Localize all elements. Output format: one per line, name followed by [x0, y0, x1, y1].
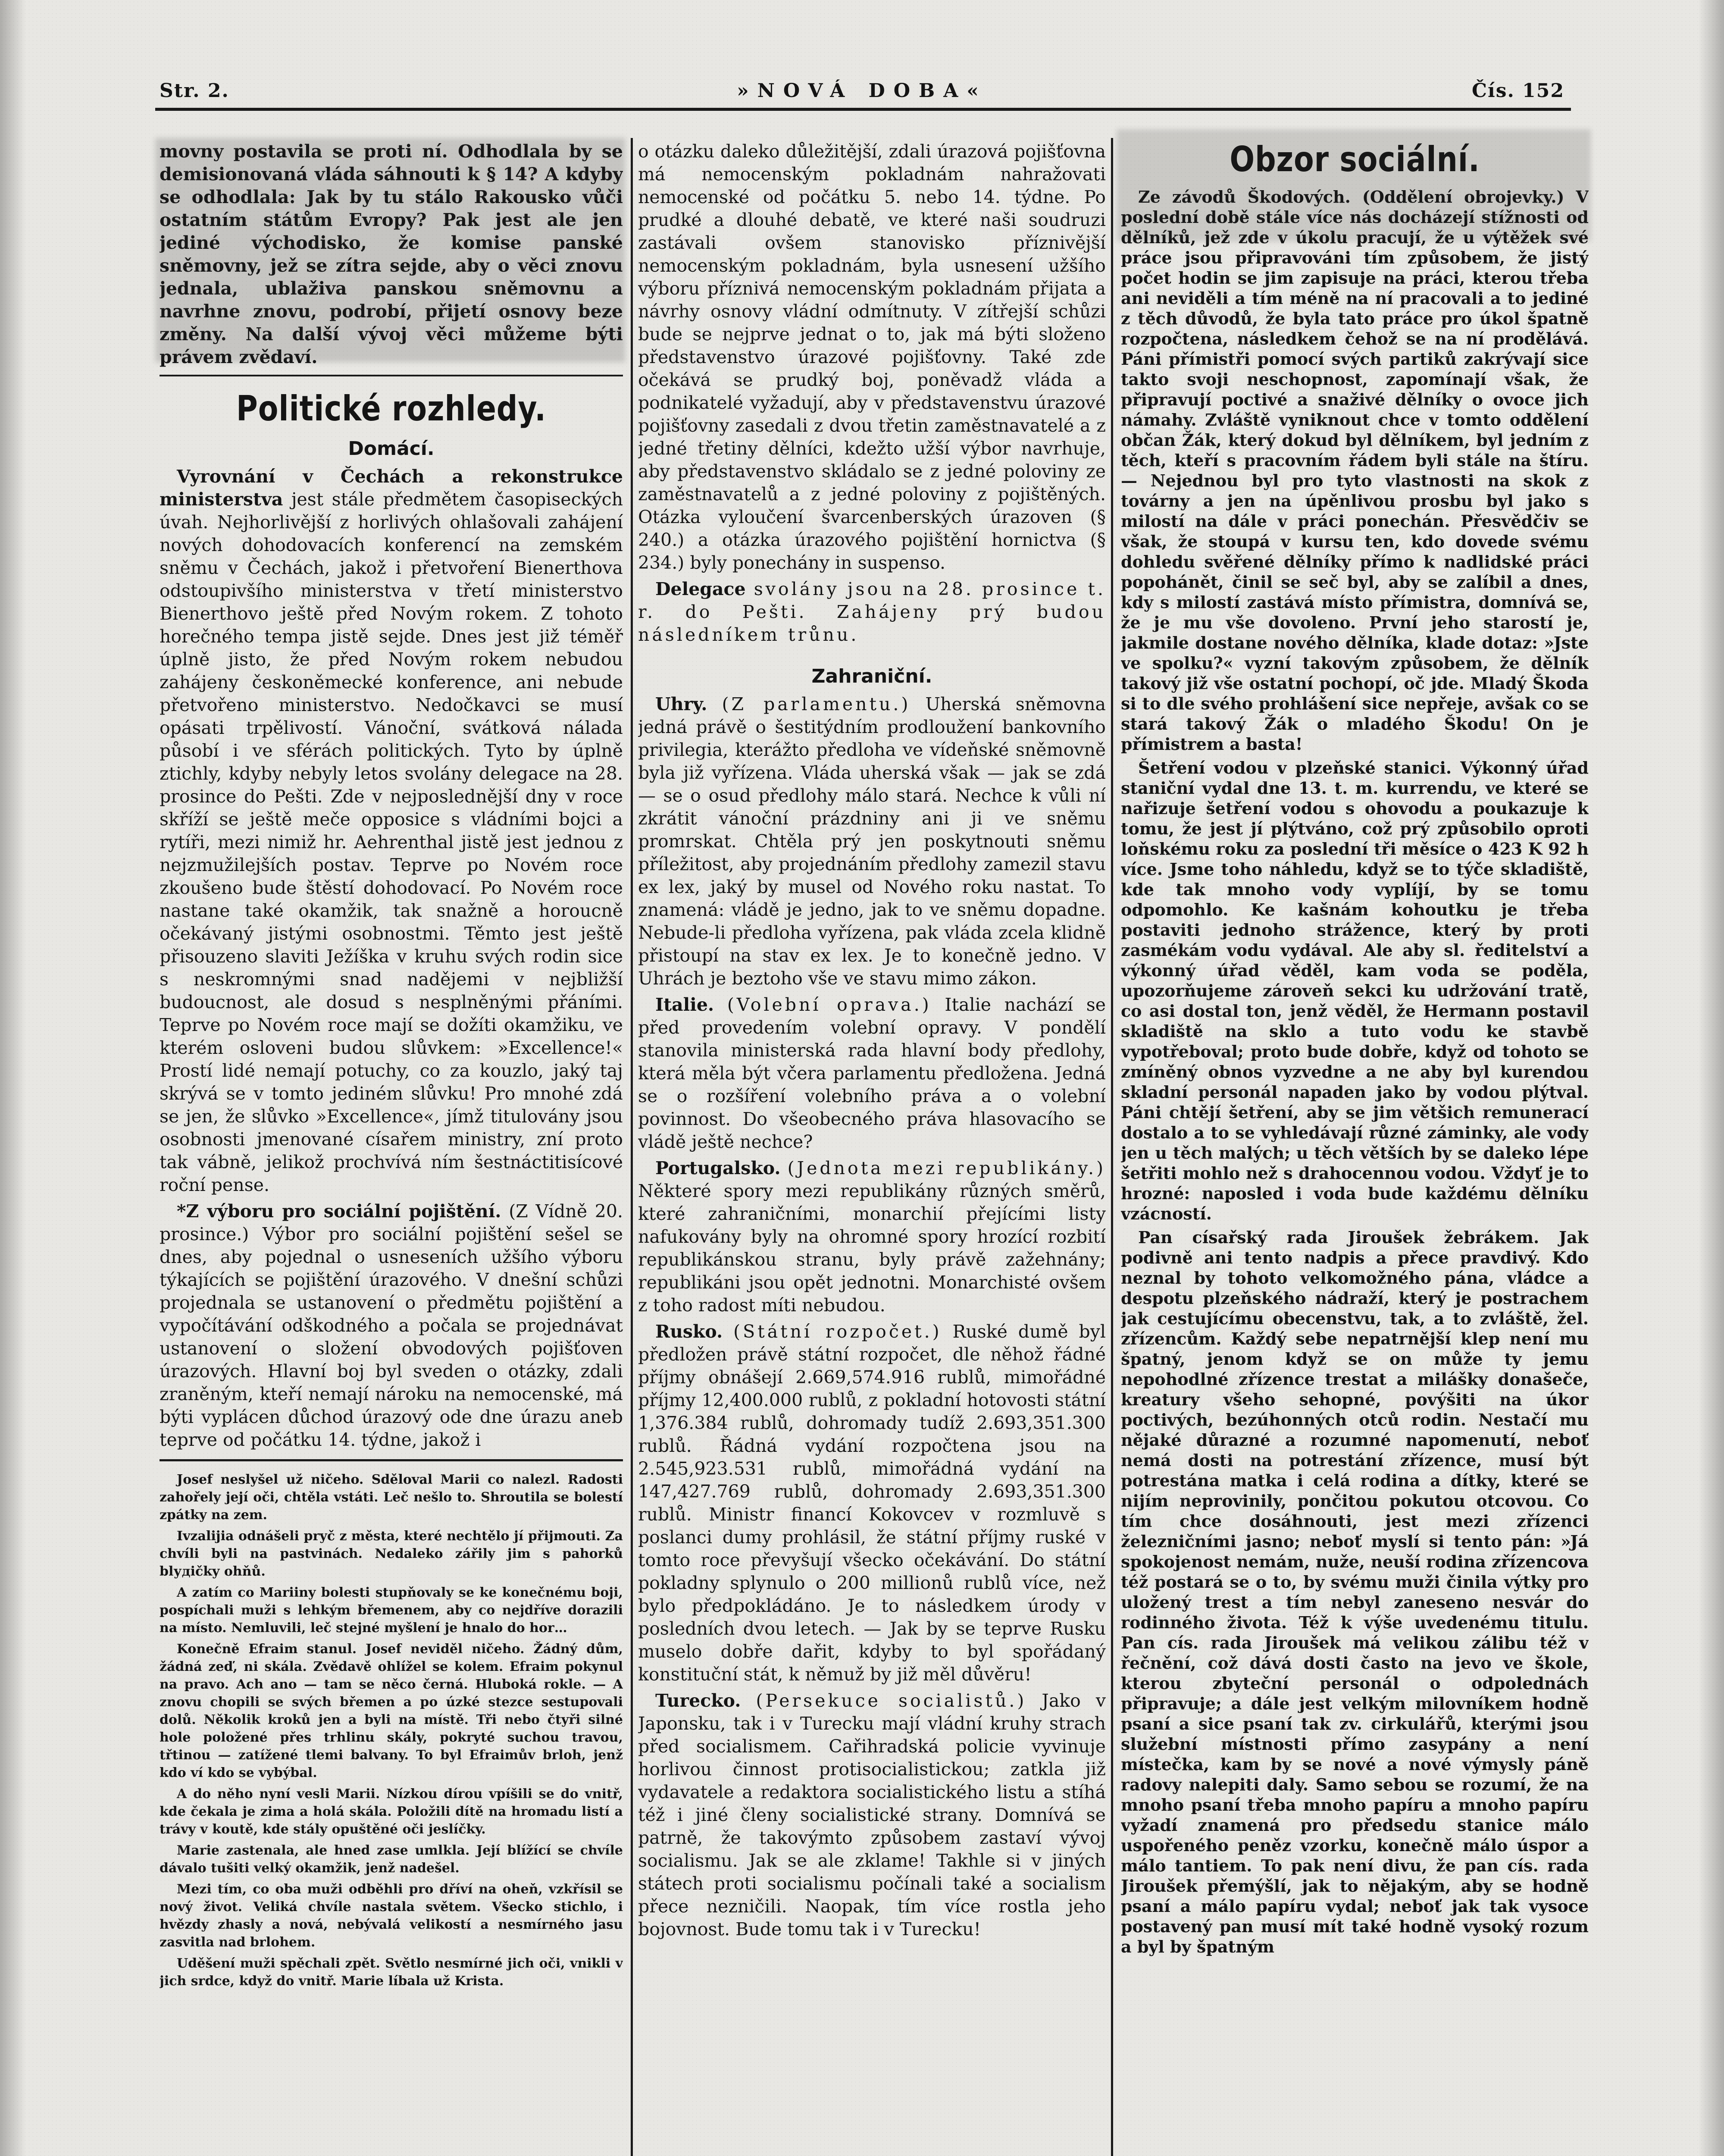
column-1: [160, 140, 623, 2156]
feuilleton-paragraph: Ivzalijia odnášeli pryč z města, které nechtělo jí přijmouti. Za chvíli byli na pastvinách. Nedaleko zářily jim s pahorků blудičky ohňů.: [160, 1529, 623, 1579]
article-sublead: (Státní rozpočet.): [733, 1321, 942, 1342]
article-rusko: [638, 1320, 1106, 1686]
article-delegace: [638, 578, 1106, 646]
article-lead: Ze závodů Škodových.: [1138, 187, 1351, 207]
article-continuation: o otázku daleko důležitější, zdali úrazová pojišťovna má nemocenským pokladnám nahražovati nemocenské od počátku 5. nebo 14. týdne. Po prudké a dlouhé debatě, ve které naši soudruzi zastávali ovšem stanovisko příznivější nemocenským pokladnám, byla usnesení užšího výboru příznivá nemocenským pokladnám přijata a návrhy osnovy vládní odmítnuty. V zítřejší schůzi bude se nejprve jednat o to, jak má býti složeno představenstvo úrazové pojišťovny. Také zde očekává se prudký boj, poněvadž vláda a podnikatelé vyžadují, aby v představenstvu úrazové pojišťovny zasedali z dvou třetin zaměstnavatelé a z jedné třetiny dělníci, kdežto užší výbor navrhuje, aby představenstvo skládalo se z jedné poloviny ze zaměstnavatelů a z jedné poloviny z pojištěných. Otázka vyloučení švarcenberských úrazoven (§ 240.) a otázka úrazového pojištění hornictva (§ 234.) byly ponechány in suspenso.: [638, 141, 1106, 573]
article-sublead: (Persekuce socialistů.): [756, 1690, 1027, 1711]
article-body: Jak podivně ani tento nadpis a přece pravdivý. Kdo neznal by tohoto velkomožného pána, vládce a despotu plzeňského nádraží, který je postrachem jak cestujícímu obecenstvu, tak, a to zvláště, žel. zřízencům. Každý sebe nepatrnější klep není mu špatný, jenom když se on může ty jemu nepohodlné zřízence trestat a milášky donašeče, kreatury všeho sehopné, povýšiti na úkor poctivých, bezúhonných otců rodin. Nestačí mu nějaké důrazné a rozumné napomenutí, neboť nemá dosti na potrestání zřízence, musí být potrestána matka i celá rodina a dítky, které se nijím neprovinily, pončitou pokutou otcovou. Co tím chce dosáhnouti, jest mezi zřízenci železničními jasno; neboť myslí si tento pán: »Já spokojenost nemám, nuže, neuší rodina zřízencova též postará se o to, by svému muži činila výtky pro uložený trest a tím nebyl zaneseno nesvár do rodinného života. Též k výše uvedenému titulu. Pan cís. rada Jiroušek má velikou zálibu též v řečnění, což dává dosti často na jevo ve škole, kterou zbyteční personál o odpolednách připravuje; a dále jest velkým milovníkem hodně psaní a sice psaní tak zv. cirkulářů, kterými jsou služební místnosti přímo zasypány a není místečka, kam by se nové a nové výmysly páně radovy nalepiti daly. Samo sebou se rozumí, že na mnoho psaní třeba mnoho papíru a mnoho papíru vyžadí znamená pro předsedu stanice málo uspořeného peněz vzorku, konečně málo úspor a málo tantiem. To pak není divu, že pan cís. rada Jiroušek přemýšlí, jak to nějakým, aby se hodně psaní a málo papíru vydal; neboť jak tak vysoce postavený pan musí mít také hodně vysoký rozum a byl by špatným: [1121, 1228, 1589, 1956]
divider: [160, 375, 623, 376]
article-turecko: [638, 1689, 1106, 1941]
article-italie: [638, 993, 1106, 1153]
article-jirousek: [1121, 1227, 1589, 1957]
feuilleton-paragraph: Uděšení muži spěchali zpět. Světlo nesmírné jich oči, vnikli v jich srdce, když do vnitř. Marie líbala už Krista.: [160, 1956, 623, 1989]
article-sublead: (Jednota mezi republikány.): [787, 1158, 1106, 1178]
scan-shadow-right: [1698, 0, 1724, 2156]
column-3: [1121, 136, 1589, 2156]
article-body: Výkonný úřad staniční vydal dne 13. t. m. kurrendu, ve které se nařizuje šetření vodou s ohovodu a poukazuje k tomu, že jest jí plýtváno, což prý způsobilo oproti loňskému roku za poslední tři měsíce o 423 K 92 h více. Jsme toho náhledu, když se to týče skladiště, kde tak mnoho vody vyplíjí, by se tomu odpomohlo. Ke kašnám kohoutku je třeba postaviti jednoho strážence, který by proti zasmékám vodu vydával. Ale aby sl. ředitelství a výkonný úřad věděl, kam voda se poděla, upozorňujeme zároveň sekci ku udržování tratě, co asi dostal ton, jenž věděl, že Hermann postavil skladiště na sklo a tuto vodu ke stavbě vypotřeboval; proto bude dobře, když od tohoto se zmíněný obnos vyzvedne a ne aby byl kurendou skladní personál napaden jako by vodou plýtval. Páni chtějí šetření, aby se jim většich remunerací dostalo a to se vyhledávají různé záminky, ale vody jen u těch malých; u těch větších by se daleko lépe šetřiti mohlo než s drahocennou vodou. Vždyť je to hrozné: naposled i voda bude každému dělníku vzácností.: [1121, 758, 1589, 1223]
feuilleton-paragraph: Josef neslyšel už ničeho. Sděloval Marii co nalezl. Radosti zahořely její oči, chtěla vstáti. Leč nešlo to. Shroutila se bolestí zpátky na zem.: [160, 1472, 623, 1523]
feuilleton-divider: [160, 1459, 623, 1461]
article-lead: Pan císařský rada Jiroušek žebrákem.: [1138, 1228, 1539, 1247]
newspaper-masthead: »NOVÁ DOBA«: [737, 80, 987, 102]
article-lead: Šetření vodou v plzeňské stanici.: [1138, 758, 1452, 777]
article-body: svolány jsou na 28. prosince t. r. do Pešti. Zahájeny prý budou následníkem trůnu.: [638, 579, 1106, 645]
article-lead: Vyrovnání v Čechách a rekonstrukce ministerstva: [160, 466, 623, 510]
article-lead: Rusko.: [655, 1321, 723, 1342]
page-number: Str. 2.: [160, 80, 229, 102]
article-lead: *Z výboru pro sociální pojištění.: [177, 1201, 501, 1222]
article-sublead: (Z parlamentu.): [722, 694, 911, 714]
issue-number: Čís. 152: [1472, 80, 1564, 102]
scan-shadow-left: [0, 0, 26, 2156]
article-vyrovnani: [160, 465, 623, 1197]
article-vybor: [160, 1200, 623, 1451]
article-body: Jako v Japonsku, tak i v Turecku mají vládní kruhy strach před socialismem. Cařihradská policie vyvinuje horlivou činnost protisocialistickou; zatkla již vydavatele a redaktora socialistického listu a stíhá též i jiné členy socialistické strany. Domnívá se patrně, že takovýmto způsobem zastaví vývoj socialismu. Jak se ale zklame! Takhle si v jiných státech proti socialismu počínali také a socialism přece nezničili. Naopak, tím více rostla jeho bojovnost. Bude tomu tak i v Turecku!: [638, 1690, 1106, 1940]
feuilleton-paragraph: A zatím co Mariiny bolesti stupňovaly se ke konečnému boji, pospíchali muži s lehkým břemenem, aby co nejdříve dorazili na místo. Nemluvili, leč stejné myšlení je hnalo do hor…: [160, 1585, 623, 1636]
feuilleton-paragraph: Marie zastenala, ale hned zase umlkla. Její blížící se chvíle dávalo tušiti velký okamžik, jenž nadešel.: [160, 1843, 623, 1876]
subhead-domaci: Domácí.: [348, 438, 435, 460]
column-divider-2: [1111, 138, 1113, 2156]
intro-paragraph: movny postavila se proti ní. Odhodlala by se demisionovaná vláda sáhnouti k § 14? A kdyby se odhodlala: Jak by tu stálo Rakousko vůči ostatním státům Evropy? Pak jest ale jen jediné východisko, že komise panské sněmovny, jež se zítra sejde, aby o věci znovu jednala, ublaživa panskou sněmovnu a navrhne znovu, podrobí, přijetí osnovy beze změny. Na další vývoj věci můžeme býti právem zvědaví.: [160, 141, 623, 367]
column-2: [638, 140, 1106, 2156]
article-setreni-vodou: [1121, 758, 1589, 1224]
header-rule: [155, 108, 1571, 111]
article-uhry: [638, 693, 1106, 990]
article-body: jest stále předmětem časopiseckých úvah. Nejhorlivější z horlivých ohlašovali zahájení nových dohodovacích konferencí na zemském sněmu v Čechách, jakož i přetvoření Bienerthova odstoupivšího ministerstva v třetí ministerstvo Bienerthovo ještě před Novým rokem. Z tohoto horečného tempa jistě sejde. Dnes jest již téměř úplně jisto, že před Novým rokem nebudou zahájeny českoněmecké konference, ani nebude přetvořeno ministerstvo. Nedočkavci se musí opásati trpělivostí. Vánoční, svátková nálada působí i ve sférách politických. Tyto by úplně ztichly, kdyby nebyly letos svolány delegace na 28. prosince do Pešti. Zde v nejposlednější dny v roce skříží se ještě meče opposice s vládními bojci a rytíři, mezi nimiž hr. Aehrenthal jistě jest jednou z nejzmužilejších postav. Teprve po Novém roce zkoušeno bude štěstí dohodovací. Po Novém roce nastane také okamžik, tak snažně a horoucně očekávaný jistými osobnostmi. Těmto jest ještě přisouzeno slaviti Ježíška v kruhu svých rodin sice s neskromnými snad nadějemi v nejbližší budoucnost, ale dosud s nesplněnými přáními. Teprve po Novém roce mají se dožíti okamžiku, ve kterém osloveni budou slůvkem: »Excellence!« Prostí lidé nemají potuchy, co za kouzlo, jaký taj skrývá se v tomto jediném slůvku! Pro mnohé zdá se jen, že slůvko »Excellence«, jímž titulovány jsou osobnosti jmenované císařem ministry, zní proto tak vábně, jelikož prochvívá ním šestnáctitisícové roční pense.: [160, 489, 623, 1195]
article-body: (Z Vídně 20. prosince.) Výbor pro sociální pojištění sešel se dnes, aby pojednal o usneseních užšího výboru týkajících se pojištění úrazového. V dnešní schůzi projednala se ustanovení o předmětu pojištění a vypočítávání odškodného a počala se projednávat ustanovení o složení obvodových pojišťoven úrazových. Hlavní boj byl sveden o otázky, zdali zraněným, kteří nemají nároku na nemocenské, má býti vyplácen důchod úrazový ode dne úrazu aneb teprve od počátku 14. týdne, jakož i: [160, 1201, 623, 1450]
section-title-obzor-socialni: Obzor sociální.: [1230, 139, 1480, 179]
section-title-politicke-rozhledy: Politické rozhledy.: [236, 389, 546, 429]
article-lead: Uhry.: [655, 694, 707, 714]
feuilleton-paragraph: A do něho nyní vesli Marii. Nízkou dírou vpíšili se do vnitř, kde čekala je zima a holá skála. Položili dítě na hromadu listí a trávy v koutě, kde stály opuštěné oči jeslíčky.: [160, 1786, 623, 1837]
article-lead: Portugalsko.: [655, 1158, 781, 1178]
article-lead: Italie.: [655, 994, 714, 1015]
feuilleton: [160, 1471, 623, 1990]
article-lead: Delegace: [655, 579, 746, 599]
article-body: Italie nachází se před provedením volební opravy. V pondělí stanovila ministerská rada hlavní body předlohy, která měla být včera parlamentu předložena. Jedná se o rozšíření volebního práva a o volební povinnost. Do všeobecného práva hlasovacího se vládě ještě nechce?: [638, 994, 1106, 1152]
ink-showthrough: [1117, 129, 1591, 241]
feuilleton-paragraph: Mezi tím, co oba muži odběhli pro dříví na oheň, vzkřísil se nový život. Veliká chvíle nastala světem. Všecko stichlo, i hvězdy zhasly a nová, nebývalá velikostí a nesmírného jasu zasvitla nad brlohem.: [160, 1882, 623, 1950]
article-body: (Oddělení obrojevky.) V poslední době stále více nás docházejí stížnosti od dělníků, jež zde v úkolu pracují, že u výtěžek své práce jsou připravováni tím způsobem, že jistý počet hodin se jim zapisuje na práci, kterou třeba ani neviděli a tím méně na ní pracovali a to jediné z těch důvodů, že byla tato práce pro úkol špatně rozpočtena, následkem čehož se na ní prodělává. Páni přímistři pomocí svých partiků zakrývají sice takto svoji neschopnost, zapomínají však, že připravují poctivé a snaživé dělníky o ovoce jich námahy. Zvláště vyniknout chce v tomto oddělení občan Žák, který dokud byl dělníkem, byl jedním z těch, kteří s pracovním řádem byli stále na štíru. — Nejednou byl pro tyto vlastnosti na skok z továrny a jen na úpěnlivou prosbu byl jako s milostí na dále v práci ponechán. Přesvědčiv se však, že stoupá v kursu ten, kdo dovede svému dohledu svěřené dělníky přímo k nadlidské práci popohánět, činil se seč byl, aby se zalíbil a dnes, kdy s milostí zastává místo přímistra, domnívá se, že je mu vše dovoleno. První jeho starostí je, jakmile dostane nového dělníka, klade dotaz: »Jste ve spolku?« vyzní takovým způsobem, že dělník takový již vše ostatní pochopí, oč jde. Mladý Škoda si to dle svého prohlášení sice nepřeje, avšak co se stará takový Žák o mladého Škodu! On je přímistrem a basta!: [1121, 187, 1589, 754]
article-skoda: [1121, 187, 1589, 754]
article-body: Ruské dumě byl předložen právě státní rozpočet, dle něhož řádné příjmy obnášejí 2.669,574.916 rublů, mimořádné příjmy 12,400.000 rublů, z pokladní hotovosti státní 1,376.384 rublů, dohromady tudíž 2.693,351.300 rublů. Řádná vydání rozpočtena jsou na 2.545,923.531 rublů, mimořádná vydání na 147,427.769 rublů, dohromady 2.693,351.300 rublů. Ministr financí Kokovcev v rozmluvě s poslanci dumy prohlásil, že státní příjmy ruské v tomto roce převyšují všecko očekávání. Do státní pokladny splynulo o 200 millionů rublů více, než bylo předpokládáno. Je to následkem úrody v posledních dvou letech. — Jak by se teprve Rusku muselo dobře dařit, kdyby to byl spořádaný konstituční stát, k němuž by již měl důvěru!: [638, 1321, 1106, 1685]
column-divider-1: [631, 138, 633, 2156]
article-sublead: (Volební oprava.): [727, 994, 932, 1015]
article-body: Uherská sněmovna jedná právě o šestitýdním prodloužení bankovního privilegia, kterážto předloha ve vídeňské sněmovně byla již vyřízena. Vláda uherská však — jak se zdá — se o osud předlohy málo stará. Nechce k vůli ní zkrátit vánoční prázdniny ani ji ve sněmu promrskat. Chtěla prý jen poskytnouti sněmu příležitost, aby projednáním předlohy zamezil stavu ex lex, jaký by musel od Nového roku nastat. To znamená: vládě je jedno, jak to ve sněmu dopadne. Nebude-li předloha vyřízena, pak vláda zcela klidně přistoupí na stav ex lex. Je to konečně jedno. V Uhrách je beztoho vše ve stavu mimo zákon.: [638, 694, 1106, 989]
ink-showthrough: [155, 138, 625, 362]
article-lead: Turecko.: [655, 1690, 741, 1711]
subhead-zahranicni: Zahraniční.: [811, 665, 932, 687]
article-body: Některé spory mezi republikány různých směrů, které zahraničními, monarchií přejícími listy nafukovány byly na ohromné spory hrozící rozbití republikánskou stranu, byly právě zažehnány; republikáni jsou opět jednotni. Monarchisté ovšem z toho radost míti nebudou.: [638, 1181, 1106, 1316]
page-header: [160, 80, 1564, 110]
article-portugalsko: [638, 1157, 1106, 1317]
feuilleton-paragraph: Konečně Efraim stanul. Josef neviděl ničeho. Žádný dům, žádná zeď, ni skála. Zvědavě ohlížel se kolem. Efraim pokynul na pravo. Ach ano — tam se něco černá. Hluboká rokle. — A znovu chopili se svých břemen a po úzké stezce sestupovali dolů. Několik kroků jen a byli na místě. Tři nebo čtyři silné hole položené přes trhlinu skály, pokryté suchou travou, třtinou — zatížené tlemi balvany. To byl Efraimův brloh, jenž kdo ví kdo se vybýbal.: [160, 1642, 623, 1780]
